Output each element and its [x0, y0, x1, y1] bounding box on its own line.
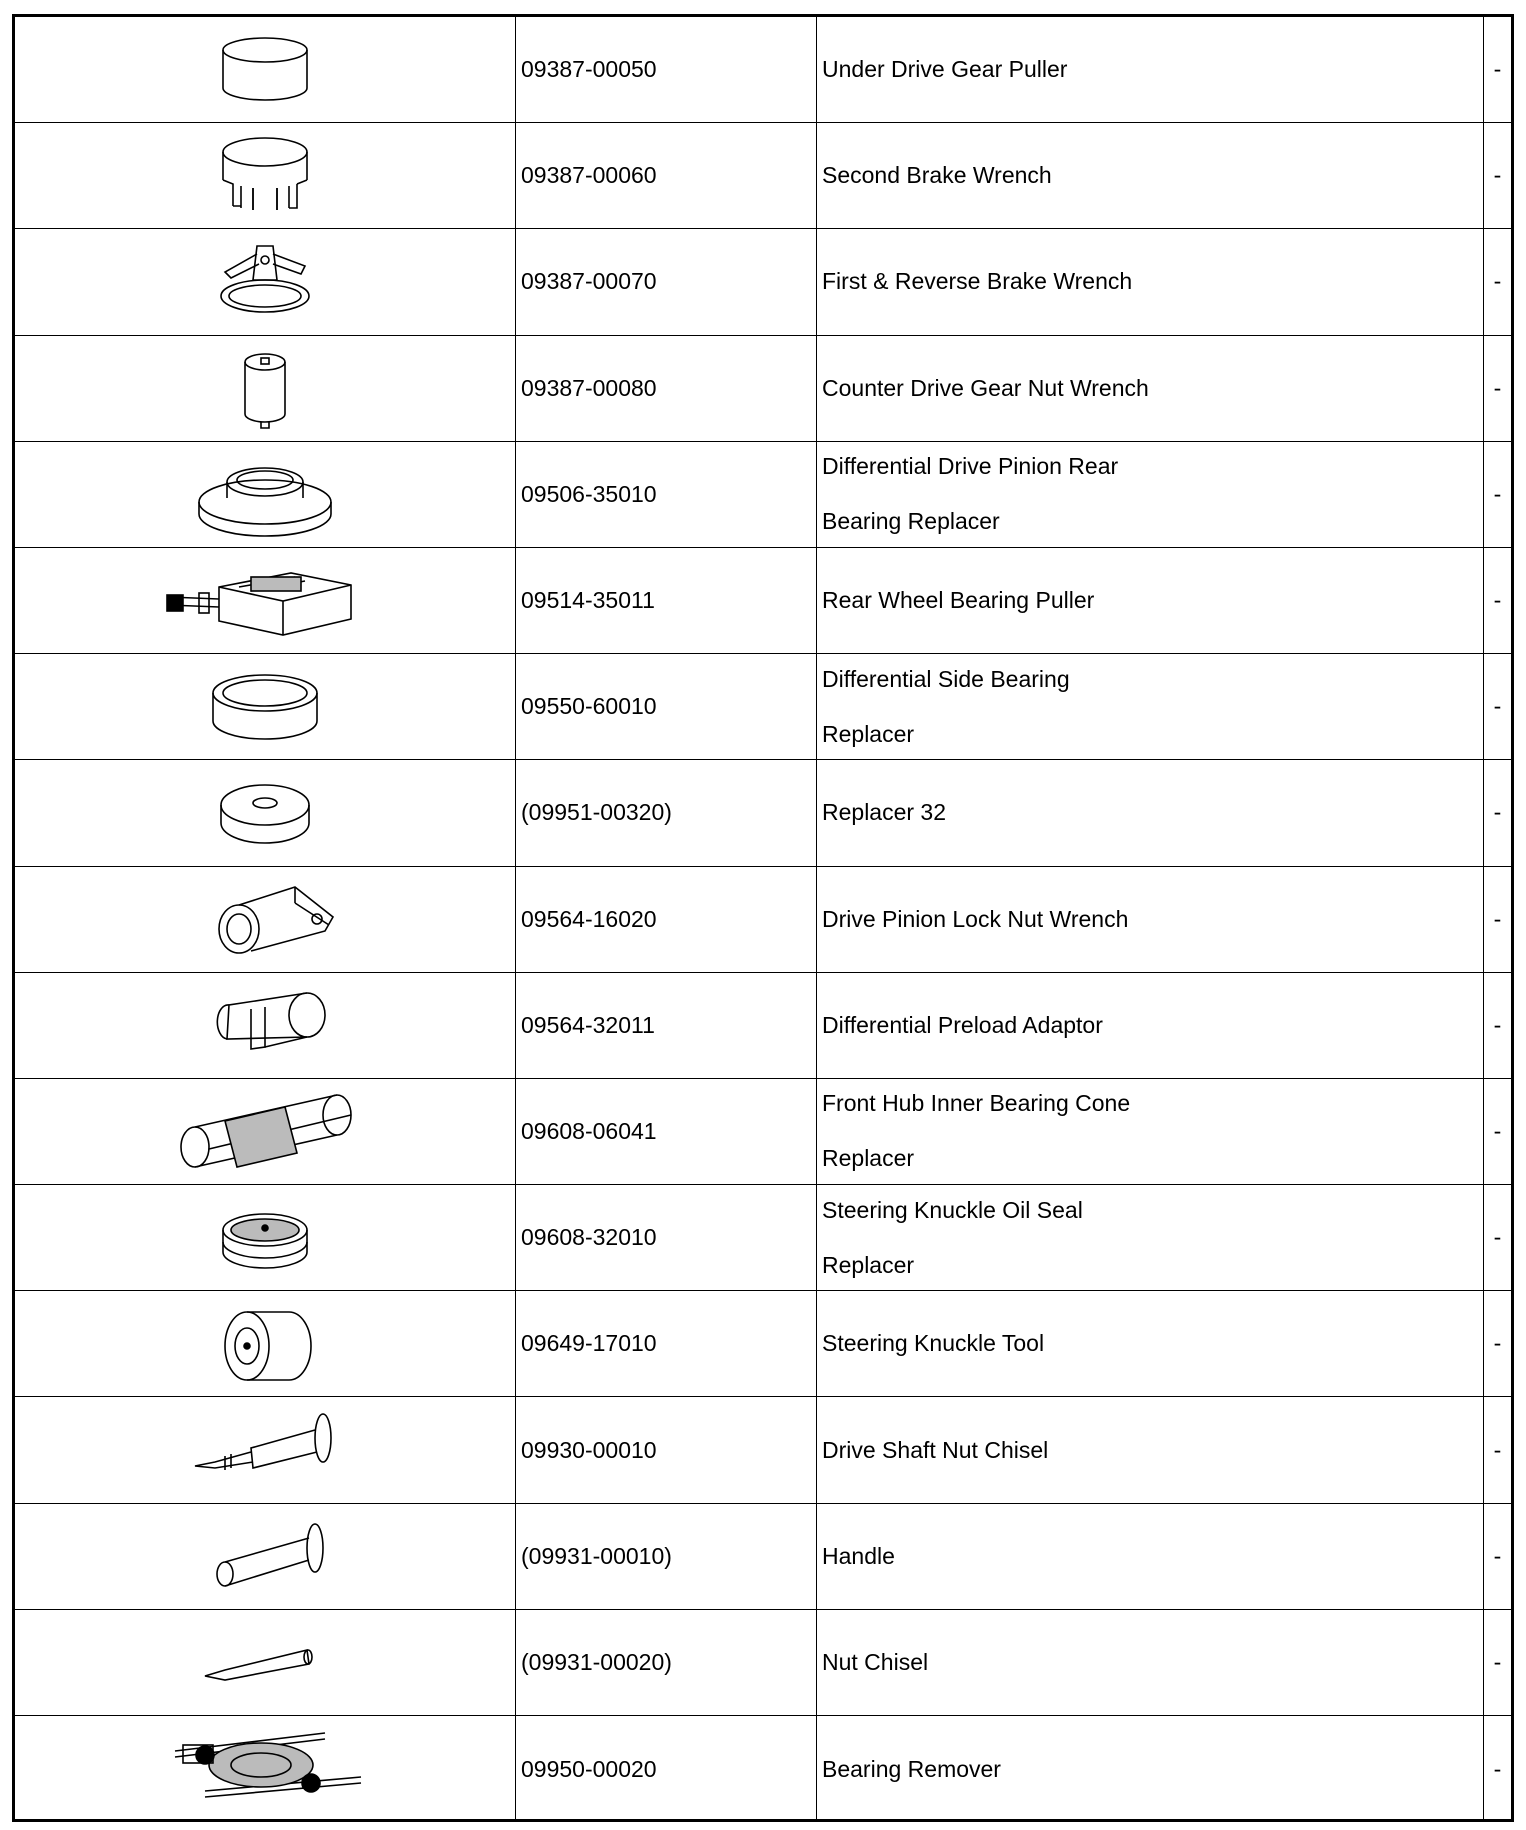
part-number-cell: 09608-06041 [516, 1079, 817, 1184]
tool-image-cell [15, 1397, 516, 1502]
tool-name-line: Steering Knuckle Oil Seal [822, 1196, 1083, 1223]
tool-image-cell [15, 1291, 516, 1396]
seal-disc-icon [165, 1190, 365, 1286]
table-row [15, 17, 1511, 123]
bearing-remover-icon [165, 1721, 365, 1817]
tool-name-cell [817, 123, 1484, 228]
part-number-cell: 09608-32010 [516, 1185, 817, 1290]
nut-chisel-icon [165, 1614, 365, 1710]
table-row [15, 1716, 1511, 1822]
part-number-cell: 09550-60010 [516, 654, 817, 759]
part-number-cell: (09931-00010) [516, 1504, 817, 1609]
tool-name-line: Nut Chisel [822, 1648, 929, 1675]
table-row [15, 1610, 1511, 1716]
tool-name-line: Front Hub Inner Bearing Cone [822, 1090, 1131, 1117]
note-cell: - [1493, 162, 1502, 189]
tool-name-line: First & Reverse Brake Wrench [822, 268, 1133, 295]
note-cell: - [1493, 56, 1502, 83]
note-cell: - [1493, 1011, 1502, 1038]
table-body [15, 17, 1511, 1819]
note-cell: - [1493, 799, 1502, 826]
tool-name-line: Bearing Remover [822, 1755, 1001, 1782]
bearing-puller-icon [165, 553, 365, 649]
tool-name-line: Bearing Replacer [822, 508, 1000, 535]
table-row [15, 1504, 1511, 1610]
table-row [15, 654, 1511, 760]
table-row [15, 336, 1511, 442]
part-number-cell: 09930-00010 [516, 1397, 817, 1502]
socket-wrench-icon [165, 340, 365, 436]
tool-name-cell [817, 1504, 1484, 1609]
tool-name-line: Replacer [822, 1251, 915, 1278]
tool-name-line: Handle [822, 1542, 895, 1569]
tool-name-cell [817, 229, 1484, 334]
ring-replacer-icon [165, 659, 365, 755]
sleeve-ring-icon [165, 22, 365, 118]
tool-name-line: Under Drive Gear Puller [822, 56, 1068, 83]
table-row [15, 1185, 1511, 1291]
slotted-cap-wrench-icon [165, 128, 365, 224]
tool-name-line: Steering Knuckle Tool [822, 1330, 1045, 1357]
tool-image-cell [15, 336, 516, 441]
chisel-handle-icon [165, 1402, 365, 1498]
tool-name-cell [817, 336, 1484, 441]
washer-replacer-icon [165, 765, 365, 861]
tool-image-cell [15, 229, 516, 334]
part-number-cell: (09931-00020) [516, 1610, 817, 1715]
tool-name-cell [817, 1185, 1484, 1290]
part-number-cell: 09387-00060 [516, 123, 817, 228]
part-number-cell: 09387-00070 [516, 229, 817, 334]
tool-name-cell [817, 442, 1484, 547]
tools-table [12, 14, 1514, 1822]
tool-name-cell [817, 17, 1484, 122]
note-cell: - [1493, 1648, 1502, 1675]
three-arm-wrench-icon [165, 234, 365, 330]
offset-socket-icon [165, 871, 365, 967]
tool-name-cell [817, 548, 1484, 653]
table-row [15, 973, 1511, 1079]
tool-image-cell [15, 1185, 516, 1290]
note-cell: - [1493, 693, 1502, 720]
tool-name-line: Replacer [822, 1145, 915, 1172]
part-number-cell: 09506-35010 [516, 442, 817, 547]
tool-name-cell [817, 760, 1484, 865]
part-number-cell: 09564-32011 [516, 973, 817, 1078]
handle-icon [165, 1508, 365, 1604]
tool-image-cell [15, 760, 516, 865]
tool-name-line: Differential Drive Pinion Rear [822, 453, 1119, 480]
tool-image-cell [15, 973, 516, 1078]
tool-image-cell [15, 548, 516, 653]
table-row [15, 1291, 1511, 1397]
note-cell: - [1493, 1224, 1502, 1251]
tool-image-cell [15, 1610, 516, 1715]
part-number-cell: 09649-17010 [516, 1291, 817, 1396]
tool-name-cell [817, 867, 1484, 972]
tool-name-line: Rear Wheel Bearing Puller [822, 587, 1095, 614]
split-tube-icon [165, 977, 365, 1073]
part-number-cell: 09514-35011 [516, 548, 817, 653]
note-cell: - [1493, 1542, 1502, 1569]
cylinder-tool-icon [165, 1296, 365, 1392]
table-row [15, 442, 1511, 548]
knurled-cylinder-icon [165, 1083, 365, 1179]
part-number-cell: 09387-00050 [516, 17, 817, 122]
tool-name-cell [817, 1610, 1484, 1715]
tool-name-line: Differential Preload Adaptor [822, 1011, 1103, 1038]
tool-name-line: Replacer [822, 720, 915, 747]
note-cell: - [1493, 268, 1502, 295]
note-cell: - [1493, 480, 1502, 507]
note-cell: - [1493, 587, 1502, 614]
tool-name-cell [817, 1716, 1484, 1822]
note-cell: - [1493, 1755, 1502, 1782]
stepped-disc-icon [165, 446, 365, 542]
tool-name-line: Drive Shaft Nut Chisel [822, 1436, 1049, 1463]
tool-image-cell [15, 442, 516, 547]
note-cell: - [1493, 1436, 1502, 1463]
tool-image-cell [15, 1079, 516, 1184]
tool-name-line: Replacer 32 [822, 799, 947, 826]
part-number-cell: 09564-16020 [516, 867, 817, 972]
note-cell: - [1493, 1117, 1502, 1144]
tool-name-cell [817, 973, 1484, 1078]
tool-name-cell [817, 1291, 1484, 1396]
tool-image-cell [15, 654, 516, 759]
part-number-cell: 09950-00020 [516, 1716, 817, 1822]
tool-name-line: Drive Pinion Lock Nut Wrench [822, 905, 1129, 932]
note-cell: - [1493, 1330, 1502, 1357]
table-row [15, 123, 1511, 229]
table-row [15, 867, 1511, 973]
tool-name-line: Differential Side Bearing [822, 665, 1070, 692]
table-row [15, 548, 1511, 654]
table-row [15, 229, 1511, 335]
part-number-cell: (09951-00320) [516, 760, 817, 865]
tool-name-line: Second Brake Wrench [822, 162, 1052, 189]
note-cell: - [1493, 905, 1502, 932]
tool-image-cell [15, 123, 516, 228]
table-row [15, 760, 1511, 866]
table-row [15, 1397, 1511, 1503]
tool-image-cell [15, 17, 516, 122]
part-number-cell: 09387-00080 [516, 336, 817, 441]
tool-image-cell [15, 1716, 516, 1822]
tool-name-line: Counter Drive Gear Nut Wrench [822, 374, 1149, 401]
tool-name-cell [817, 1397, 1484, 1502]
tool-name-cell [817, 654, 1484, 759]
tool-image-cell [15, 1504, 516, 1609]
tool-image-cell [15, 867, 516, 972]
note-cell: - [1493, 374, 1502, 401]
tool-name-cell [817, 1079, 1484, 1184]
table-row [15, 1079, 1511, 1185]
